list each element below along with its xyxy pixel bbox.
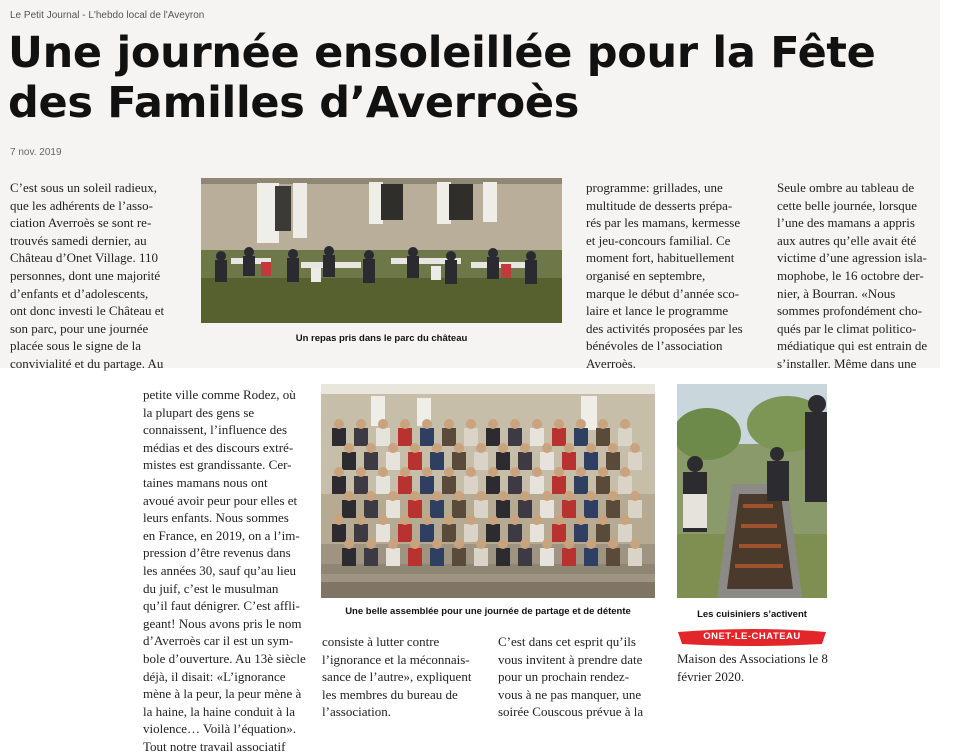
- photo-repas-parc: [201, 178, 562, 323]
- article-line: laire et lance le programme: [586, 303, 729, 319]
- article-line: médias et des discours extré-: [143, 439, 294, 455]
- article-line: Averroès.: [586, 355, 636, 371]
- photo-cuisiniers: [677, 384, 827, 598]
- article-line: marque le début d’année sco-: [586, 285, 740, 301]
- article-line: connaissent, l’influence des: [143, 422, 288, 438]
- article-line: son parc, pour une journée: [10, 320, 149, 336]
- article-column-4: [143, 386, 315, 755]
- article-line: du juif, c’est le musulman: [143, 580, 279, 596]
- banner-text: ONET-LE-CHATEAU: [703, 631, 801, 642]
- article-line: aux autres qu’elle avait été: [777, 232, 917, 248]
- article-line: trouvés samedi dernier, au: [10, 232, 147, 248]
- masthead: Le Petit Journal - L'hebdo local de l'Aveyron: [10, 10, 205, 21]
- article-line: la haine, la haine conduit à la: [143, 703, 295, 719]
- article-line: sommes profondément cho-: [777, 303, 923, 319]
- article-line: vous invitent à prendre date: [498, 651, 643, 667]
- article-line: pour un prochain rendez-: [498, 669, 630, 685]
- article-line: convivialité et du partage. Au: [10, 355, 164, 371]
- article-line: consiste à lutter contre: [322, 634, 440, 649]
- article-line: organisé en septembre,: [586, 267, 706, 283]
- article-line: les membres du bureau de: [322, 686, 458, 702]
- article-line: C’est sous un soleil radieux,: [10, 180, 157, 195]
- caption-photo-groupe: Une belle assemblée pour une journée de partage et de détente: [345, 606, 631, 617]
- article-column-2: [586, 179, 768, 373]
- article-line: Seule ombre au tableau de: [777, 180, 915, 195]
- article-line: mophobe, le 16 octobre der-: [777, 267, 924, 283]
- article-line: bénévoles de l’association: [586, 338, 723, 354]
- article-line: C’est dans cet esprit qu’ils: [498, 634, 636, 649]
- article-line: qués par le climat politico-: [777, 320, 917, 336]
- article-line: Château d’Onet Village. 110: [10, 250, 158, 266]
- article-line: et jeu-concours familial. Ce: [586, 232, 731, 248]
- article-line: mène à la peur, la peur mène à: [143, 686, 302, 702]
- article-column-3: [777, 179, 939, 373]
- article-column-7: [677, 650, 827, 685]
- article-line: d’enfants et d’adolescents,: [10, 285, 149, 301]
- article-line: cette belle journée, lorsque: [777, 197, 918, 213]
- article-line: des activités proposées par les: [586, 320, 743, 336]
- article-line: février 2020.: [677, 668, 745, 684]
- article-line: leurs enfants. Nous sommes: [143, 510, 289, 526]
- article-line: l’ignorance et la méconnais-: [322, 651, 470, 667]
- article-line: Maison des Associations le 8: [677, 651, 828, 666]
- article-line: mistes est grandissante. Cer-: [143, 457, 292, 473]
- article-line: personnes, dont une majorité: [10, 267, 161, 283]
- banner-onet-le-chateau: [678, 628, 826, 646]
- article-line: sance de l’autre», expliquent: [322, 669, 472, 685]
- article-line: Tout notre travail associatif: [143, 738, 286, 754]
- article-column-6: [498, 633, 663, 721]
- article-column-1: [10, 179, 192, 373]
- article-line: déjà, il disait: «L’ignorance: [143, 668, 286, 684]
- article-line: s’installer. Même dans une: [777, 355, 917, 371]
- article-line: ont donc investi le Château et: [10, 303, 165, 319]
- article-line: programme: grillades, une: [586, 180, 723, 195]
- article-line: taines mamans nous ont: [143, 474, 268, 490]
- article-line: médiatique qui est entrain de: [777, 338, 928, 354]
- article-line: la plupart des gens se: [143, 404, 255, 420]
- article-line: multitude de desserts prépa-: [586, 197, 733, 213]
- photo-groupe: [321, 384, 655, 598]
- article-line: rés par les mamans, kermesse: [586, 215, 741, 231]
- publication-date: 7 nov. 2019: [10, 147, 62, 158]
- caption-photo-cuisiniers: Les cuisiniers s’activent: [697, 609, 807, 620]
- article-line: ciation Averroès se sont re-: [10, 215, 152, 231]
- article-line: les années 30, sauf qu’au lieu: [143, 562, 297, 578]
- article-line: soirée Couscous prévue à la: [498, 704, 644, 720]
- article-line: vous à ne pas manquer, une: [498, 686, 642, 702]
- article-line: victime d’une agression isla-: [777, 250, 927, 266]
- article-line: l’une des mamans a appris: [777, 215, 915, 231]
- article-line: que les adhérents de l’asso-: [10, 197, 153, 213]
- article-line: qu’il faut dénigrer. C’est affli-: [143, 598, 300, 614]
- article-line: geant! Nous avons pris le nom: [143, 615, 302, 631]
- caption-photo-repas: Un repas pris dans le parc du château: [295, 333, 468, 344]
- article-line: bole d’ouverture. Au 13è siècle: [143, 650, 306, 666]
- article-line: petite ville comme Rodez, où: [143, 387, 296, 402]
- article-column-5: [322, 633, 487, 721]
- article-line: violence… Voilà l’équation».: [143, 721, 296, 737]
- article-line: l’association.: [322, 704, 391, 720]
- article-line: pression d’être revenus dans: [143, 545, 291, 561]
- headline: Une journée ensoleillée pour la Fête des Familles d’Averroès: [8, 28, 876, 128]
- article-line: en France, en 2019, on a l’im-: [143, 527, 300, 543]
- article-line: avoué avoir peur pour elles et: [143, 492, 298, 508]
- article-line: d’Averroès car il est un sym-: [143, 633, 294, 649]
- article-line: moment fort, habituellement: [586, 250, 735, 266]
- article-line: nier, à Bourran. «Nous: [777, 285, 896, 301]
- article-line: placée sous le signe de la: [10, 338, 142, 354]
